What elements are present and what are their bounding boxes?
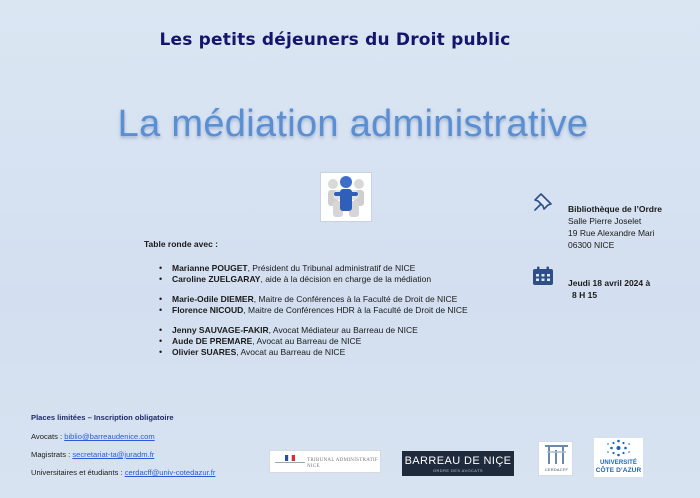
- team-illustration: [320, 172, 372, 222]
- speaker-role: , Avocat au Barreau de NICE: [252, 336, 362, 346]
- speaker-role: , Maitre de Conférences à la Faculté de Droit de NICE: [253, 294, 458, 304]
- cerdacff-logo-text: CERDACFF: [544, 467, 569, 472]
- universite-cote-azur-logo: [594, 438, 643, 477]
- speaker-item: [144, 274, 468, 285]
- magistrates-contact: [31, 450, 215, 460]
- speaker-role: , Maitre de Conférences HDR à la Faculté de Droit de NICE: [243, 305, 468, 315]
- cerdacff-logo: [538, 441, 573, 476]
- uca-logo-line2: CÔTE D’AZUR: [595, 467, 642, 474]
- location-address: [568, 203, 700, 251]
- location-venue: Bibliothèque de l’Ordre: [568, 204, 662, 214]
- ta-logo-text: [307, 458, 378, 470]
- registration-section: [31, 412, 215, 478]
- event-datetime: [568, 277, 698, 301]
- barreau-logo-name: BARREAU DE NIÇE: [404, 455, 512, 467]
- speaker-item: [144, 325, 468, 336]
- speaker-item: [144, 263, 468, 274]
- magistrates-email-link[interactable]: secretariat-ta@juradm.fr: [72, 450, 155, 459]
- speaker-name: Marianne POUGET: [172, 263, 248, 273]
- ta-logo-line1: TRIBUNAL ADMINISTRATIF: [307, 458, 378, 463]
- ta-logo-line2: NICE: [307, 464, 320, 469]
- speaker-item: [144, 336, 468, 347]
- lawyers-email-link[interactable]: biblio@barreaudenice.com: [64, 432, 155, 441]
- speaker-name: Olivier SUARES: [172, 347, 237, 357]
- registration-heading: Places limitées – Inscription obligatoire: [31, 413, 174, 422]
- uca-logo-line1: UNIVERSITÉ: [599, 460, 637, 466]
- location-street: 19 Rue Alexandre Mari: [568, 228, 655, 238]
- academics-contact: [31, 468, 215, 478]
- academics-label: Universitaires et étudiants :: [31, 468, 125, 477]
- event-time: 8 H 15: [572, 290, 598, 300]
- event-date: Jeudi 18 avril 2024 à: [568, 278, 651, 288]
- lawyers-contact: [31, 432, 215, 442]
- barreau-de-nice-logo: [402, 451, 514, 476]
- speaker-role: , Avocat Médiateur au Barreau de NICE: [268, 325, 418, 335]
- building-icon: [275, 462, 305, 471]
- speaker-role: , Président du Tribunal administratif de NICE: [247, 263, 416, 273]
- roundtable-heading: Table ronde avec :: [144, 239, 219, 249]
- page-title: La médiation administrative: [117, 103, 589, 145]
- location-room: Salle Pierre Joselet: [568, 216, 642, 226]
- roundtable-section: [144, 239, 468, 358]
- speaker-item: [144, 294, 468, 305]
- speaker-item: [144, 347, 468, 358]
- cerdacff-mark-icon: [539, 442, 574, 468]
- location-city: 06300 NICE: [568, 240, 615, 250]
- pin-icon: [532, 191, 554, 213]
- speaker-name: Jenny SAUVAGE-FAKIR: [172, 325, 269, 335]
- speaker-name: Florence NICOUD: [172, 305, 244, 315]
- calendar-icon: [532, 266, 554, 286]
- tribunal-administratif-logo: [269, 450, 381, 473]
- speaker-name: Aude DE PREMARE: [172, 336, 253, 346]
- speaker-name: Marie-Odile DIEMER: [172, 294, 254, 304]
- speaker-list: [144, 263, 468, 358]
- french-flag-icon: [285, 455, 295, 461]
- speaker-name: Caroline ZUELGARAY: [172, 274, 261, 284]
- speaker-item: [144, 305, 468, 316]
- academics-email-link[interactable]: cerdacff@univ-cotedazur.fr: [124, 468, 216, 477]
- speaker-role: , Avocat au Barreau de NICE: [236, 347, 346, 357]
- lawyers-label: Avocats :: [31, 432, 65, 441]
- magistrates-label: Magistrats :: [31, 450, 73, 459]
- speaker-role: , aide à la décision en charge de la médiation: [260, 274, 432, 284]
- series-title: Les petits déjeuners du Droit public: [159, 30, 511, 50]
- barreau-logo-subtitle: ORDRE DES AVOCATS: [433, 468, 483, 473]
- uca-dots-icon: [594, 438, 643, 460]
